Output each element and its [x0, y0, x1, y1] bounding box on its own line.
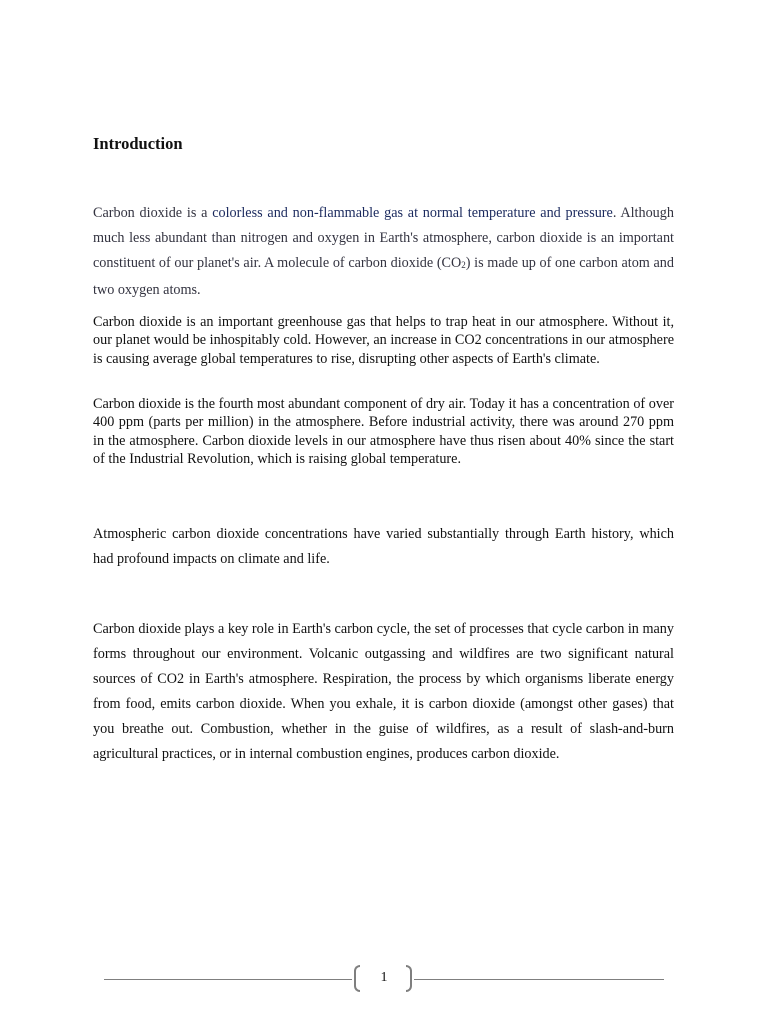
paragraph-1 — [93, 201, 674, 303]
paragraph-2: Carbon dioxide is an important greenhouse gas that helps to trap heat in our atmosphere. Without it, our planet would be inhospitably cold. However, an increase in CO2 concentrations in our atmosphere is causing average global temperatures to rise, disrupting other aspects of Earth's climate. — [93, 314, 674, 367]
paragraph-1-highlight: colorless and non-flammable gas at normal temperature and pressure — [212, 205, 613, 221]
paragraph-3: Carbon dioxide is the fourth most abundant component of dry air. Today it has a concentration of over 400 ppm (parts per million) in the atmosphere. Before industrial activity, there was around 270 ppm in the atmosphere. Carbon dioxide levels in our atmosphere have thus risen about 40% since the start of the Industrial Revolution, which is raising global temperature. — [93, 396, 674, 467]
paragraph-1-text-a: Carbon dioxide is a — [93, 205, 213, 221]
footer-rule-right — [414, 979, 664, 980]
open-brace-icon — [354, 965, 360, 992]
subscript-2: 2 — [461, 260, 466, 270]
page-number: 1 — [380, 970, 388, 985]
paragraph-1-text-b: . Although much less abundant than nitrogen and oxygen in Earth's atmosphere, carbon dioxide is an important constituent of our planet's air. A molecule of carbon dioxide (CO — [93, 205, 674, 271]
section-heading: Introduction — [93, 134, 183, 153]
footer-rule-left — [104, 979, 352, 980]
paragraph-1-text-c: ) is made up of one carbon atom and two oxygen atoms. — [93, 255, 674, 298]
paragraph-5: Carbon dioxide plays a key role in Earth's carbon cycle, the set of processes that cycle carbon in many forms throughout our environment. Volcanic outgassing and wildfires are two significant natural sources of CO2 in Earth's atmosphere. Respiration, the process by which organisms liberate energy from food, emits carbon dioxide. When you exhale, it is carbon dioxide (amongst other gases) that you breathe out. Combustion, whether in the guise of wildfires, as a result of slash-and-burn agricultural practices, or in internal combustion engines, produces carbon dioxide. — [93, 621, 674, 762]
close-brace-icon — [406, 965, 412, 992]
page-footer — [0, 962, 768, 998]
paragraph-4: Atmospheric carbon dioxide concentrations have varied substantially through Earth history, which had profound impacts on climate and life. — [93, 526, 674, 567]
